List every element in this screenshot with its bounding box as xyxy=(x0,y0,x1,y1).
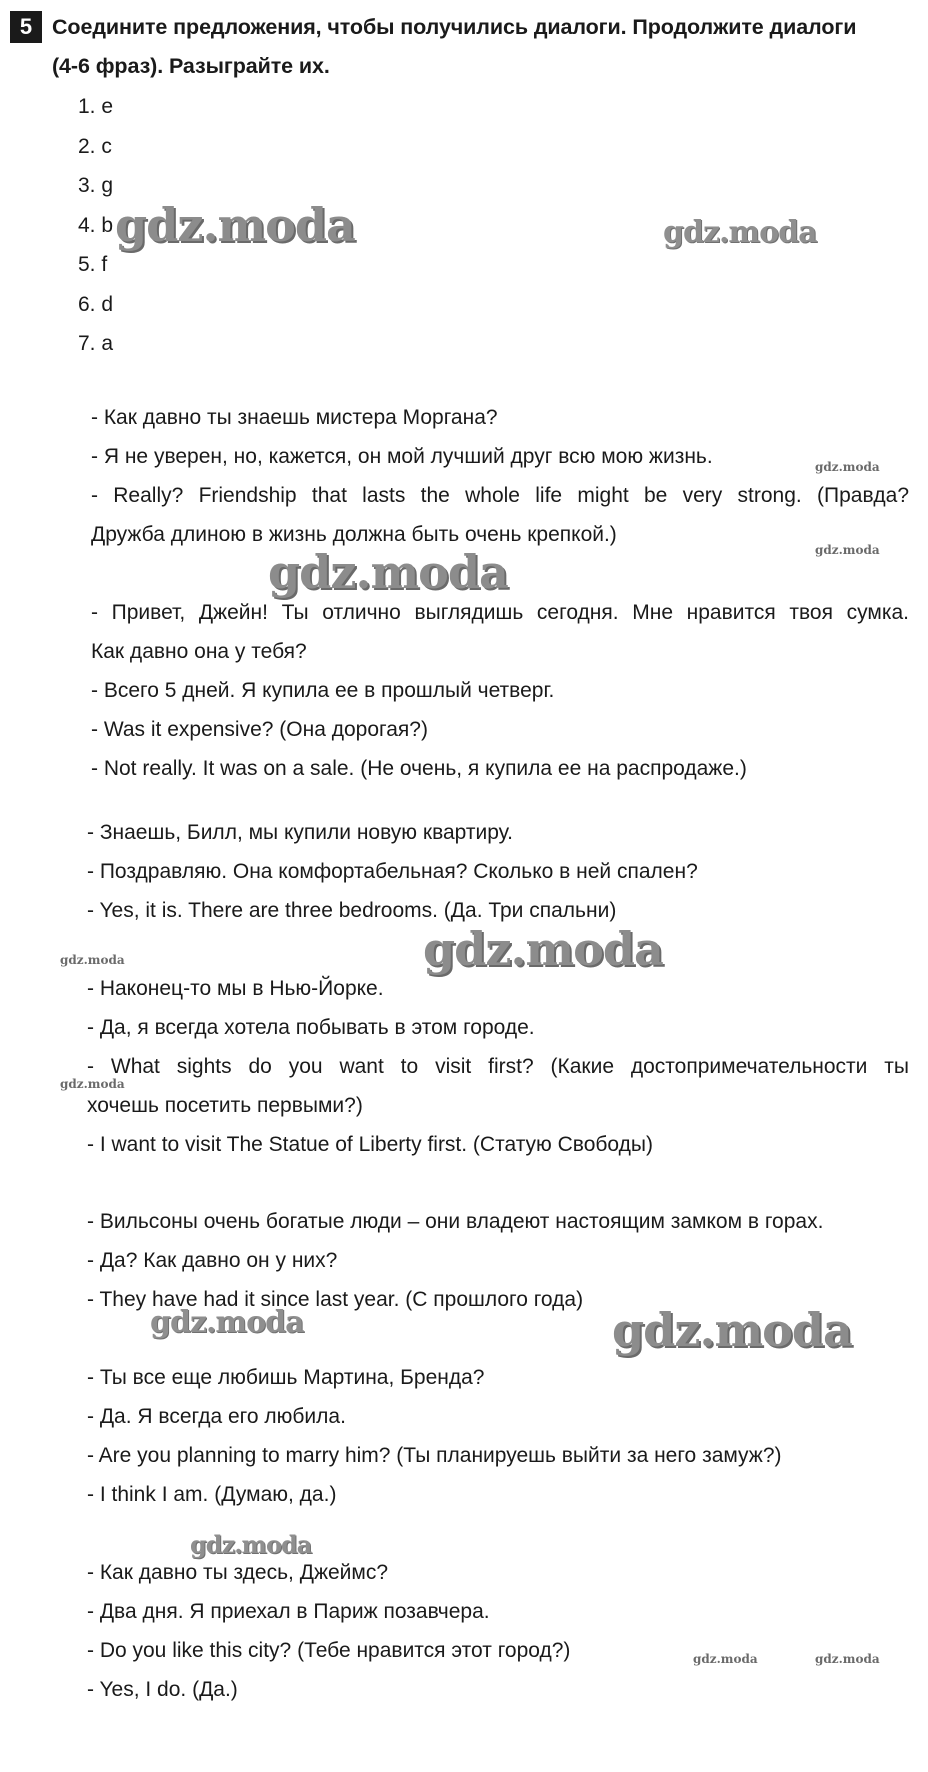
watermark: gdz.moda xyxy=(423,922,663,976)
dialogue-3-line: - Yes, it is. There are three bedrooms. (Да. Три спальни) xyxy=(87,899,617,922)
dialogue-7-line: - Yes, I do. (Да.) xyxy=(87,1678,238,1701)
dialogue-6-line: - Ты все еще любишь Мартина, Бренда? xyxy=(87,1366,485,1389)
task-instruction xyxy=(52,8,915,86)
dialogue-7-line: - Два дня. Я приехал в Париж позавчера. xyxy=(87,1600,490,1623)
watermark: gdz.moda xyxy=(60,1077,125,1091)
dialogue-4-line: - Наконец-то мы в Нью-Йорке. xyxy=(87,977,384,1000)
dialogue-4-line: - I want to visit The Statue of Liberty first. (Статую Свободы) xyxy=(87,1133,653,1156)
answer-item: 1. e xyxy=(78,95,114,118)
watermark: gdz.moda xyxy=(60,953,125,967)
dialogue-1-line: - Я не уверен, но, кажется, он мой лучший друг всю мою жизнь. xyxy=(91,445,713,468)
dialogue-7-line: - Do you like this city? (Тебе нравится этот город?) xyxy=(87,1639,571,1662)
watermark: gdz.moda xyxy=(268,545,508,599)
dialogue-3-line: - Знаешь, Билл, мы купили новую квартиру. xyxy=(87,821,513,844)
dialogue-7-line: - Как давно ты здесь, Джеймс? xyxy=(87,1561,389,1584)
answer-item: 4. b xyxy=(78,213,114,237)
watermark: gdz.moda xyxy=(815,1652,880,1666)
dialogue-1-line: Дружба длиною в жизнь должна быть очень крепкой.) xyxy=(91,523,617,546)
task-header xyxy=(10,8,915,86)
dialogue-6-line: - Да. Я всегда его любила. xyxy=(87,1405,346,1428)
dialogue-1-line: - Really? Friendship that lasts the whole life might be very strong. (Правда? xyxy=(91,484,909,507)
answer-item: 7. a xyxy=(78,332,114,355)
dialogue-3-line: - Поздравляю. Она комфортабельная? Сколько в ней спален? xyxy=(87,860,698,883)
dialogue-4-line: - Да, я всегда хотела побывать в этом городе. xyxy=(87,1016,535,1039)
watermark: gdz.moda xyxy=(612,1303,852,1357)
dialogue-2-line: Как давно она у тебя? xyxy=(91,640,307,663)
watermark: gdz.moda xyxy=(693,1652,758,1666)
instruction-line-2: (4-6 фраз). Разыграйте их. xyxy=(52,54,330,78)
dialogue-5-line: - Вильсоны очень богатые люди – они владеют настоящим замком в горах. xyxy=(87,1210,824,1233)
watermark: gdz.moda xyxy=(815,543,880,557)
dialogue-2-line: - Привет, Джейн! Ты отлично выглядишь сегодня. Мне нравится твоя сумка. xyxy=(91,601,909,624)
dialogue-5-line: - They have had it since last year. (С прошлого года) xyxy=(87,1288,584,1311)
watermark: gdz.moda xyxy=(150,1305,304,1340)
dialogue-5-line: - Да? Как давно он у них? xyxy=(87,1249,338,1272)
dialogue-6-line: - I think I am. (Думаю, да.) xyxy=(87,1483,337,1506)
dialogue-4-line: - What sights do you want to visit first? (Какие достопримечательности ты xyxy=(87,1055,909,1078)
answers-list xyxy=(78,87,113,364)
dialogue-2-line: - Всего 5 дней. Я купила ее в прошлый четверг. xyxy=(91,679,555,702)
dialogue-1-line: - Как давно ты знаешь мистера Моргана? xyxy=(91,406,498,429)
answer-item: 5. f xyxy=(78,253,108,276)
watermark: gdz.moda xyxy=(815,460,880,474)
dialogue-6-line: - Are you planning to marry him? (Ты планируешь выйти за него замуж?) xyxy=(87,1444,782,1467)
dialogue-2-line: - Not really. It was on a sale. (Не очень, я купила ее на распродаже.) xyxy=(91,757,747,780)
watermark: gdz.moda xyxy=(115,198,355,252)
instruction-line-1: Соедините предложения, чтобы получились диалоги. Продолжите диалоги xyxy=(52,15,857,39)
answer-item: 3. g xyxy=(78,174,114,197)
answer-item: 2. c xyxy=(78,134,112,158)
watermark: gdz.moda xyxy=(190,1530,312,1559)
task-number-badge: 5 xyxy=(10,11,42,43)
answer-item: 6. d xyxy=(78,292,114,316)
dialogue-2-line: - Was it expensive? (Она дорогая?) xyxy=(91,718,428,741)
dialogue-4-line: хочешь посетить первыми?) xyxy=(87,1094,363,1117)
watermark: gdz.moda xyxy=(663,215,817,250)
